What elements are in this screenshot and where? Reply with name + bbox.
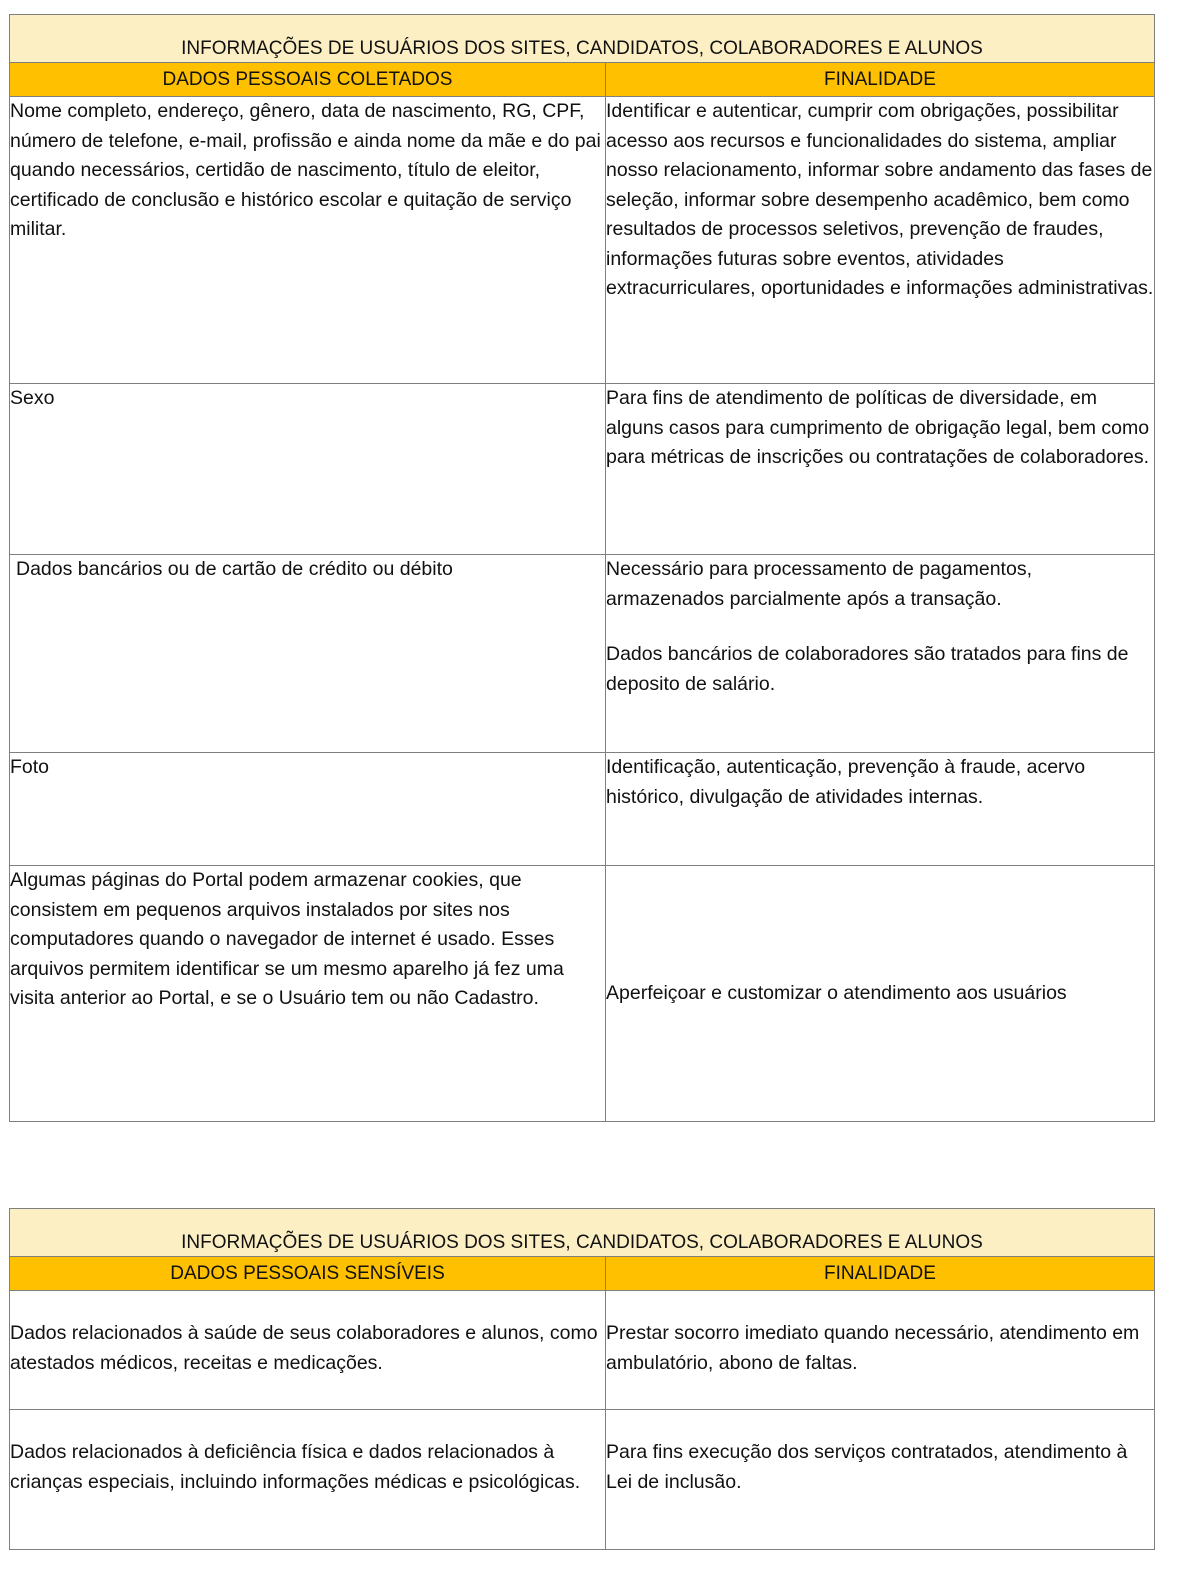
- purpose-cell: Para fins de atendimento de políticas de diversidade, em alguns casos para cumprimento de obrigação legal, bem como para métricas de inscrições ou contratações de colaboradores.: [606, 384, 1155, 555]
- data-cell: Foto: [10, 753, 606, 866]
- table-row: [10, 97, 1155, 384]
- column-header-sensitive-data: DADOS PESSOAIS SENSÍVEIS: [10, 1257, 606, 1291]
- table-row: [10, 866, 1155, 1122]
- table-row: [10, 555, 1155, 753]
- data-cell: Dados relacionados à deficiência física e dados relacionados à crianças especiais, incluindo informações médicas e psicológicas.: [10, 1410, 606, 1550]
- data-cell: Dados relacionados à saúde de seus colaboradores e alunos, como atestados médicos, receitas e medicações.: [10, 1291, 606, 1410]
- table-row: [10, 753, 1155, 866]
- sensitive-data-table: [9, 1208, 1155, 1550]
- column-header-purpose: FINALIDADE: [606, 1257, 1155, 1291]
- purpose-cell: Prestar socorro imediato quando necessário, atendimento em ambulatório, abono de faltas.: [606, 1291, 1155, 1410]
- purpose-cell: Identificação, autenticação, prevenção à fraude, acervo histórico, divulgação de atividades internas.: [606, 753, 1155, 866]
- purpose-cell: Necessário para processamento de pagamentos, armazenados parcialmente após a transação. Dados bancários de colaboradores são tratados para fins de deposito de salário.: [606, 555, 1155, 753]
- table-title: INFORMAÇÕES DE USUÁRIOS DOS SITES, CANDIDATOS, COLABORADORES E ALUNOS: [10, 1209, 1155, 1257]
- purpose-cell: Identificar e autenticar, cumprir com obrigações, possibilitar acesso aos recursos e funcionalidades do sistema, ampliar nosso relacionamento, informar sobre andamento das fases de seleção, informar sobre desempenho acadêmico, bem como resultados de processos seletivos, prevenção de fraudes, informações futuras sobre eventos, atividades extracurriculares, oportunidades e informações administrativas.: [606, 97, 1155, 384]
- data-cell: Algumas páginas do Portal podem armazenar cookies, que consistem em pequenos arquivos instalados por sites nos computadores quando o navegador de internet é usado. Esses arquivos permitem identificar se um mesmo aparelho já fez uma visita anterior ao Portal, e se o Usuário tem ou não Cadastro.: [10, 866, 606, 1122]
- table-row: [10, 1291, 1155, 1410]
- table-row: [10, 384, 1155, 555]
- table-row: [10, 1410, 1155, 1550]
- data-cell: Sexo: [10, 384, 606, 555]
- data-cell: Nome completo, endereço, gênero, data de nascimento, RG, CPF, número de telefone, e-mail, profissão e ainda nome da mãe e do pai quando necessários, certidão de nascimento, título de eleitor, certificado de conclusão e histórico escolar e quitação de serviço militar.: [10, 97, 606, 384]
- purpose-cell: Aperfeiçoar e customizar o atendimento aos usuários: [606, 866, 1155, 1122]
- personal-data-table: [9, 14, 1155, 1122]
- purpose-cell: Para fins execução dos serviços contratados, atendimento à Lei de inclusão.: [606, 1410, 1155, 1550]
- table-title: INFORMAÇÕES DE USUÁRIOS DOS SITES, CANDIDATOS, COLABORADORES E ALUNOS: [10, 15, 1155, 63]
- data-cell: Dados bancários ou de cartão de crédito ou débito: [10, 555, 606, 753]
- column-header-purpose: FINALIDADE: [606, 63, 1155, 97]
- column-header-personal-data: DADOS PESSOAIS COLETADOS: [10, 63, 606, 97]
